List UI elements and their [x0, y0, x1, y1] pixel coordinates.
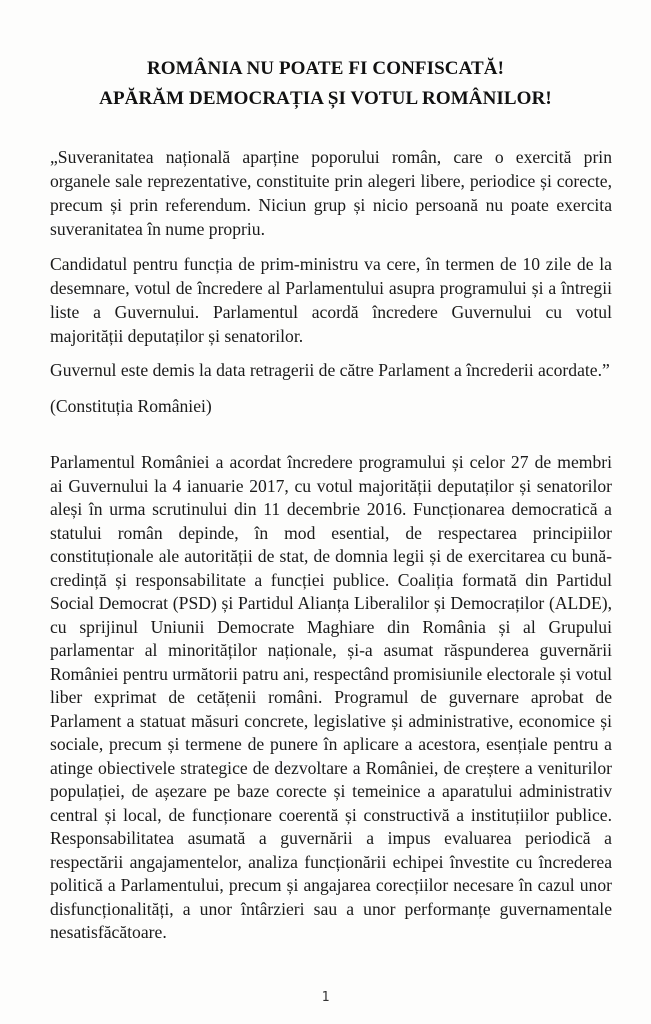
- body-line: Social Democrat (PSD) și Partidul Alianța Liberalilor și Democraților (ALDE),: [50, 593, 612, 613]
- body-line: credință și responsabilitate a funcției publice. Coaliția formată din Partidul: [50, 569, 612, 590]
- page-number: 1: [321, 990, 330, 1005]
- body-line: aleși în urma scrutinului din 11 decembrie 2016. Funcționarea democratică a: [50, 499, 612, 519]
- body-line: cu sprijinul Uniunii Democrate Maghiare din România și al Grupului: [50, 616, 612, 637]
- body-line: Parlament a statuat măsuri concrete, legislative și administrative, economice și: [50, 710, 612, 731]
- title-line-1: ROMÂNIA NU POATE FI CONFISCATĂ!: [146, 58, 505, 79]
- body-line: liber exprimat de cetățenii români. Programul de guvernare aprobat de: [50, 687, 612, 707]
- body-line: atinge obiectivele strategice de dezvoltare a României, de creștere a veniturilor: [50, 757, 612, 778]
- body-line: ai Guvernului la 4 ianuarie 2017, cu votul majorității deputaților și senatorilor: [50, 475, 612, 496]
- body-line: nesatisfăcătoare.: [50, 922, 167, 942]
- body-line: constituționale ale autorității de stat, de domnia legii și de exercitarea cu bună-: [50, 546, 612, 566]
- body-line: populației, de așezare pe baze corecte și temeinice a aparatului administrativ: [50, 781, 612, 801]
- quote-p1-line: suveranitatea în nume propriu.: [50, 219, 265, 239]
- quote-p2-line: liste a Guvernului. Parlamentul acordă încredere Guvernului cu votul: [50, 302, 612, 322]
- quote-p2-line: majorității deputaților și senatorilor.: [50, 326, 304, 346]
- quote-p1-line: organele sale reprezentative, constituite prin alegeri libere, periodice și corecte,: [50, 171, 612, 191]
- body-line: parlamentar al minorităților naționale, și-a asumat răspunderea guvernării: [50, 640, 612, 660]
- body-line: disfuncționalități, a unor întârzieri sau a unor performanțe guvernamentale: [50, 898, 612, 919]
- body-line: statului român depinde, în mod esential, de respectarea principiilor: [50, 522, 612, 543]
- body-line: Responsabilitatea asumată a guvernării a impus evaluarea periodică a: [50, 828, 612, 848]
- quote-p2-line: desemnare, votul de încredere al Parlamentului asupra programului și a întregii: [50, 278, 612, 298]
- quote-p1-line: „Suveranitatea națională aparține poporului român, care o exercită prin: [50, 147, 612, 167]
- body-line: României pentru următorii patru ani, respectând promisiunile electorale și votul: [50, 663, 612, 684]
- body-line: respectării angajamentelor, analiza funcționării echipei învestite cu încrederea: [50, 851, 612, 872]
- quote-p1-line: precum și prin referendum. Niciun grup și nicio persoană nu poate exercita: [50, 195, 612, 215]
- quote-p2-line: Candidatul pentru funcția de prim-ministru va cere, în termen de 10 zile de la: [50, 254, 612, 274]
- quote-source: (Constituția României): [50, 396, 212, 416]
- title-line-2: APĂRĂM DEMOCRAȚIA ȘI VOTUL ROMÂNILOR!: [99, 88, 552, 109]
- quote-p3-line: Guvernul este demis la data retragerii de către Parlament a încrederii acordate.”: [50, 360, 610, 380]
- body-line: politică a Parlamentului, precum și angajarea corecțiilor necesare în cazul unor: [50, 875, 612, 895]
- body-line: Parlamentul României a acordat încredere programului și celor 27 de membri: [50, 452, 612, 472]
- body-line: central și local, de funcționare coerentă și constructivă a instituțiilor publice.: [50, 804, 612, 825]
- body-line: sociale, precum și termene de punere în aplicare a acestora, esențiale pentru a: [50, 734, 612, 754]
